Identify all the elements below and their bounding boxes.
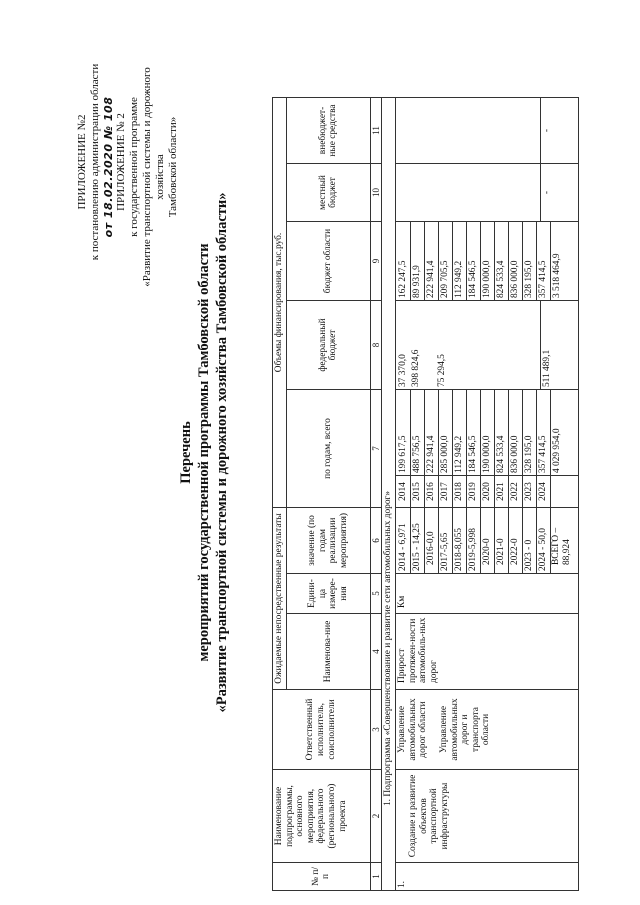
total-item: 199 617,5 xyxy=(398,435,409,473)
year-item: 2015 xyxy=(410,476,424,507)
total-item: 4 029 954,0 xyxy=(550,390,577,475)
total-item: 357 414,5 xyxy=(536,390,550,475)
regional-item: 824 533,4 xyxy=(494,222,508,300)
header-block xyxy=(76,47,180,427)
row-executor xyxy=(396,690,579,770)
total-item: 184 546,5 xyxy=(466,390,480,475)
value-item: ВСЕГО – 88,924 xyxy=(550,508,577,573)
federal-item xyxy=(462,303,475,387)
regional-item: 162 247,5 xyxy=(398,260,409,298)
total-item: 836 000,0 xyxy=(508,390,522,475)
year-item: 2018 xyxy=(452,476,466,507)
row-name: Создание и развитие объектов транспортной инфраструктуры xyxy=(396,770,579,863)
year-item: 2014 xyxy=(398,482,409,501)
federal-item: 398 824,6 xyxy=(411,349,422,387)
row-years xyxy=(396,476,579,508)
value-item: 2015 - 14,25 xyxy=(410,508,424,573)
total-item: 824 533,4 xyxy=(494,390,508,475)
regional-item: 190 000,0 xyxy=(480,222,494,300)
value-item: 2021-0 xyxy=(494,508,508,573)
header-financing: Объемы финансирования, тыс.руб. xyxy=(273,98,287,508)
resolution-label: к постановлению администрации области xyxy=(89,63,101,261)
value-item: 2018-8,055 xyxy=(452,508,466,573)
year-item: 2024 xyxy=(536,476,550,507)
federal-item: 75 294,5 xyxy=(437,354,448,387)
header-expected: Ожидаемые непосредственные результаты xyxy=(273,508,287,690)
regional-item: 357 414,5 xyxy=(536,222,550,300)
col-number: 5 xyxy=(370,574,382,614)
extra-item: - xyxy=(540,98,567,163)
col-number: 10 xyxy=(370,164,382,222)
col-number: 4 xyxy=(370,614,382,690)
value-item: 2019-5,998 xyxy=(466,508,480,573)
header-unit: Едини-ца измере-ния xyxy=(286,574,370,614)
header-by-years: по годам, всего xyxy=(286,390,370,508)
federal-item xyxy=(475,303,488,387)
header-regional: бюджет области xyxy=(286,222,370,301)
year-item: 2023 xyxy=(522,476,536,507)
value-item: 2014 - 6,971 xyxy=(398,523,409,571)
federal-item xyxy=(501,303,514,387)
col-number: 2 xyxy=(370,770,382,863)
regional-item: 112 949,2 xyxy=(452,222,466,300)
local-spacer xyxy=(397,166,540,219)
total-item: 190 000,0 xyxy=(480,390,494,475)
col-number: 3 xyxy=(370,690,382,770)
regional-item: 836 000,0 xyxy=(508,222,522,300)
federal-item xyxy=(527,303,540,387)
total-item: 328 195,0 xyxy=(522,390,536,475)
measures-table xyxy=(272,97,579,891)
total-item: 285 000,0 xyxy=(438,390,452,475)
federal-item xyxy=(449,303,462,387)
row-federal xyxy=(396,301,579,390)
row-totals xyxy=(396,390,579,476)
total-item: 488 756,5 xyxy=(410,390,424,475)
year-item: 2016 xyxy=(424,476,438,507)
value-item: 2022-0 xyxy=(508,508,522,573)
table-row xyxy=(396,98,579,891)
year-item: 2020 xyxy=(480,476,494,507)
col-number: 8 xyxy=(370,301,382,390)
row-values xyxy=(396,508,579,574)
header-federal: федеральный бюджет xyxy=(286,301,370,390)
value-item: 2020-0 xyxy=(480,508,494,573)
year-item xyxy=(550,476,577,507)
col-number: 11 xyxy=(370,98,382,164)
row-executor-2: Управление автомобильных дорог и транспорта области xyxy=(438,698,492,761)
regional-item: 209 705,5 xyxy=(438,222,452,300)
year-item: 2017 xyxy=(438,476,452,507)
federal-item xyxy=(488,303,501,387)
col-number: 7 xyxy=(370,390,382,508)
program-label: к государственной программе xyxy=(128,97,140,237)
year-item: 2019 xyxy=(466,476,480,507)
col-number: 6 xyxy=(370,508,382,574)
row-local xyxy=(396,164,579,222)
extra-spacer xyxy=(397,100,540,161)
header-num: № п/п xyxy=(273,863,371,891)
row-extra xyxy=(396,98,579,164)
title-line-3: «Развитие транспортной системы и дорожного хозяйства Тамбовской области» xyxy=(214,192,230,713)
value-item: 2016-0,0 xyxy=(424,508,438,573)
subprogram-title: 1. Подпрограмма «Совершенствование и развитие сети автомобильных дорог» xyxy=(382,98,396,891)
header-value: значение (по годам реализации мероприятия) xyxy=(286,508,370,574)
program-name-1: «Развитие транспортной системы и дорожного хозяйства xyxy=(141,67,166,287)
title-line-1: Перечень xyxy=(178,421,194,484)
federal-item xyxy=(514,303,527,387)
program-name-2: Тамбовской области» xyxy=(167,116,179,218)
row-num: 1. xyxy=(396,863,579,891)
total-item: 112 949,2 xyxy=(452,390,466,475)
regional-item: 222 941,4 xyxy=(424,222,438,300)
row-executor-1: Управление автомобильных дорог области xyxy=(397,698,429,761)
row-unit: Км xyxy=(396,574,579,614)
row-indicator: Прирост протяжен-ности автомобиль-ных дорог xyxy=(396,614,579,690)
year-item: 2021 xyxy=(494,476,508,507)
local-item: - xyxy=(540,164,567,221)
header-indicator: Наименова-ние xyxy=(286,614,370,690)
total-item: 222 941,4 xyxy=(424,390,438,475)
regional-item: 184 546,5 xyxy=(466,222,480,300)
federal-item xyxy=(423,303,436,387)
value-item: 2023 - 0 xyxy=(522,508,536,573)
col-number: 9 xyxy=(370,222,382,301)
regional-item: 328 195,0 xyxy=(522,222,536,300)
header-name: Наименование подпрограммы, основного мероприятия, федерального (регионального) проекта xyxy=(273,770,371,863)
value-item: 2017-5,65 xyxy=(438,508,452,573)
appendix2-label: ПРИЛОЖЕНИЕ № 2 xyxy=(115,113,127,211)
header-local: местный бюджет xyxy=(286,164,370,222)
regional-item: 89 931,9 xyxy=(410,222,424,300)
federal-item: 511 489,1 xyxy=(540,301,567,389)
regional-item: 3 518 464,9 xyxy=(550,222,577,300)
header-extra: внебюджет-ные средства xyxy=(286,98,370,164)
federal-item: 37 370,0 xyxy=(398,354,409,387)
header-executor: Ответственный исполнитель, соисполнители xyxy=(273,690,371,770)
title-line-2: мероприятий государственной программы Тамбовской области xyxy=(196,243,212,662)
handwritten-date: от 18.02.2020 № 108 xyxy=(102,96,115,238)
year-item: 2022 xyxy=(508,476,522,507)
col-number: 1 xyxy=(370,863,382,891)
value-item: 2024 - 50,0 xyxy=(536,508,550,573)
row-regional xyxy=(396,222,579,301)
column-numbers-row xyxy=(370,98,382,891)
appendix-label: ПРИЛОЖЕНИЕ №2 xyxy=(76,114,88,210)
